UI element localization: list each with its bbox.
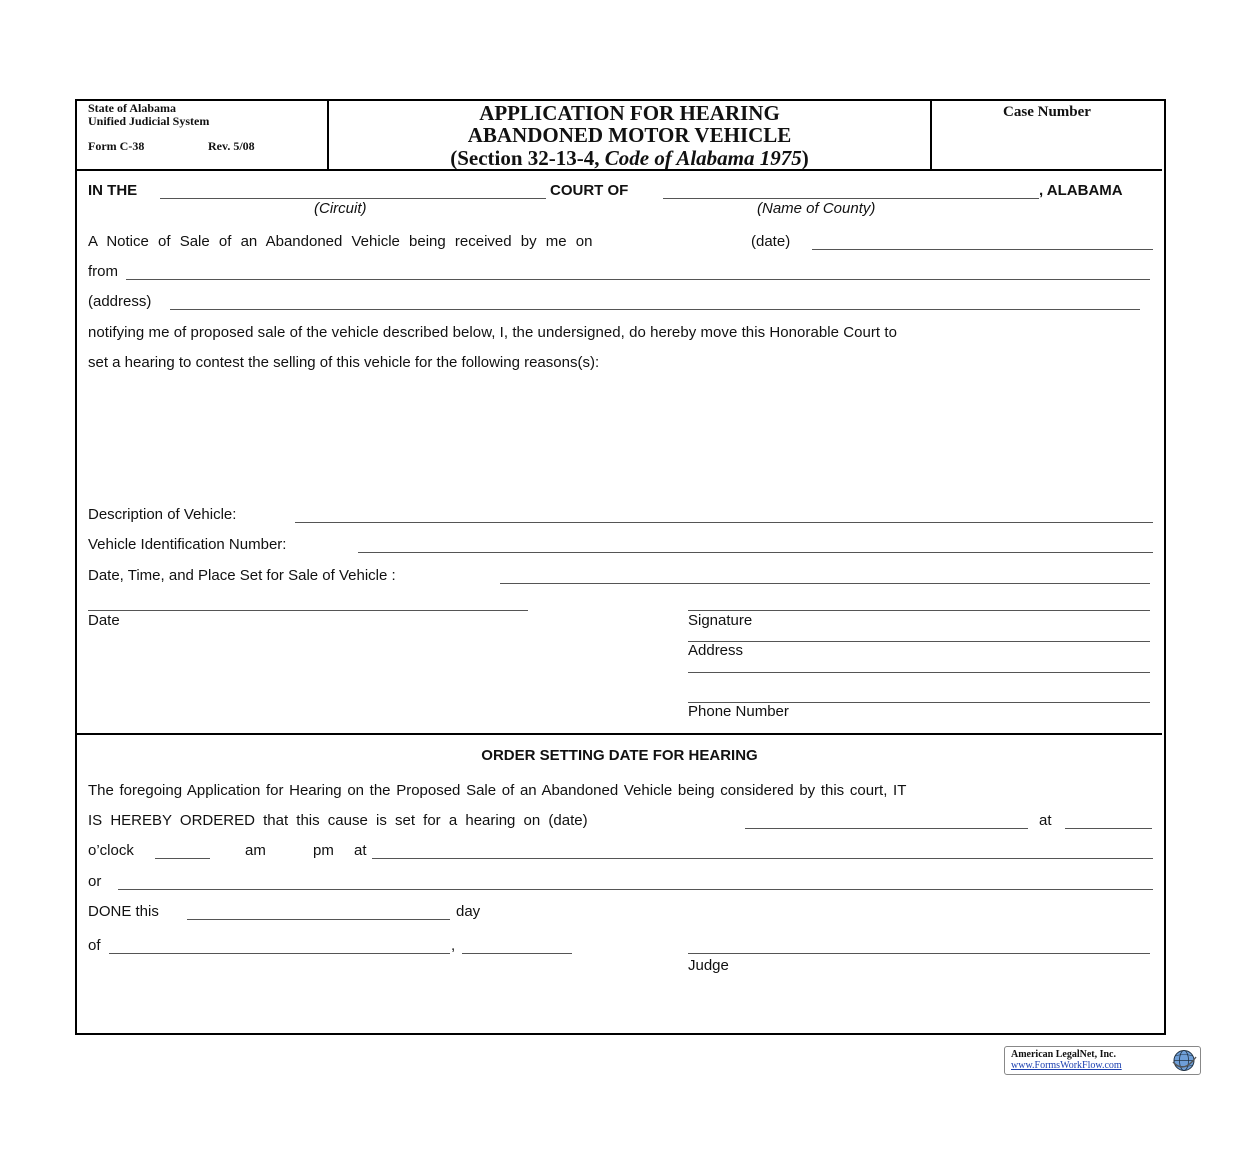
state-label: State of Alabama (88, 101, 176, 115)
notice-line-1: A Notice of Sale of an Abandoned Vehicle being received by me on (88, 233, 593, 250)
title-code-ref: Code of Alabama 1975 (604, 146, 802, 170)
at-label: at (1039, 812, 1052, 829)
oclock-field[interactable] (155, 844, 210, 859)
title-close-paren: ) (801, 146, 809, 170)
order-line-2: IS HEREBY ORDERED that this cause is set for a hearing on (date) (88, 812, 588, 829)
court-of-label: COURT OF (550, 182, 629, 199)
address-line-2-field[interactable] (688, 658, 1150, 673)
hearing-place-field[interactable] (372, 844, 1153, 859)
address-line-1-field[interactable] (688, 627, 1150, 642)
from-label: from (88, 263, 118, 280)
notice-line-4: notifying me of proposed sale of the vehicle described below, I, the undersigned, do hereby move this Honorable Court to (88, 324, 897, 341)
date-label: Date (88, 612, 120, 629)
sale-field[interactable] (500, 569, 1150, 584)
footer-logo[interactable] (1004, 1046, 1201, 1075)
order-divider (77, 733, 1162, 735)
am-label[interactable]: am (245, 842, 266, 859)
county-field[interactable] (663, 184, 1039, 199)
day-label: day (456, 903, 481, 920)
from-field[interactable] (126, 265, 1150, 280)
signature-field[interactable] (688, 596, 1150, 611)
vehicle-description-label: Description of Vehicle: (88, 506, 237, 523)
done-year-field[interactable] (462, 939, 572, 954)
system-label: Unified Judicial System (88, 114, 210, 128)
notice-date-label: (date) (751, 233, 791, 250)
judge-label: Judge (688, 957, 729, 974)
done-this-label: DONE this (88, 903, 159, 920)
pm-label[interactable]: pm (313, 842, 334, 859)
header-agency-box (77, 101, 329, 169)
reasons-area[interactable] (88, 380, 1152, 495)
title-line-1: APPLICATION FOR HEARING (479, 101, 780, 125)
hearing-date-field[interactable] (745, 814, 1028, 829)
address-label: (address) (88, 293, 152, 310)
alabama-label: , ALABAMA (1039, 182, 1123, 199)
at2-label: at (354, 842, 367, 859)
signature-label: Signature (688, 612, 753, 629)
comma-label: , (451, 937, 456, 954)
county-caption: (Name of County) (757, 200, 876, 217)
phone-field[interactable] (688, 688, 1150, 703)
case-number-box[interactable] (932, 101, 1162, 169)
or-label: or (88, 873, 102, 890)
footer-company: American LegalNet, Inc. (1011, 1049, 1116, 1060)
address-field[interactable] (170, 295, 1140, 310)
alternate-field[interactable] (118, 875, 1153, 890)
order-line-1: The foregoing Application for Hearing on the Proposed Sale of an Abandoned Vehicle being considered by this court, IT (88, 782, 907, 799)
date-field[interactable] (88, 596, 528, 611)
sale-label: Date, Time, and Place Set for Sale of Vehicle : (88, 567, 396, 584)
case-number-label: Case Number (1003, 104, 1091, 120)
header-divider (77, 169, 1162, 171)
footer-website[interactable]: www.FormsWorkFlow.com (1011, 1060, 1122, 1071)
title-line-2: ABANDONED MOTOR VEHICLE (467, 123, 792, 147)
notice-line-5: set a hearing to contest the selling of this vehicle for the following reasons(s): (88, 354, 600, 371)
vin-field[interactable] (358, 538, 1153, 553)
of-label: of (88, 937, 101, 954)
form-number: Form C-38 (88, 139, 145, 153)
title-section-ref: (Section 32-13-4, (450, 146, 605, 170)
globe-icon (1171, 1048, 1197, 1073)
phone-label: Phone Number (688, 703, 789, 720)
circuit-caption: (Circuit) (314, 200, 367, 217)
done-month-field[interactable] (109, 939, 450, 954)
oclock-label: o’clock (88, 842, 134, 859)
signer-address-label: Address (688, 642, 744, 659)
notice-date-field[interactable] (812, 235, 1153, 250)
vehicle-description-field[interactable] (295, 508, 1153, 523)
hearing-hour-field[interactable] (1065, 814, 1152, 829)
done-day-field[interactable] (187, 905, 450, 920)
circuit-field[interactable] (160, 184, 546, 199)
order-heading: ORDER SETTING DATE FOR HEARING (481, 747, 758, 764)
title-line-3 (329, 147, 930, 170)
header-title-box (329, 101, 932, 169)
judge-signature-field[interactable] (688, 939, 1150, 954)
vin-label: Vehicle Identification Number: (88, 536, 287, 553)
in-the-label: IN THE (88, 182, 138, 199)
revision: Rev. 5/08 (208, 139, 255, 153)
